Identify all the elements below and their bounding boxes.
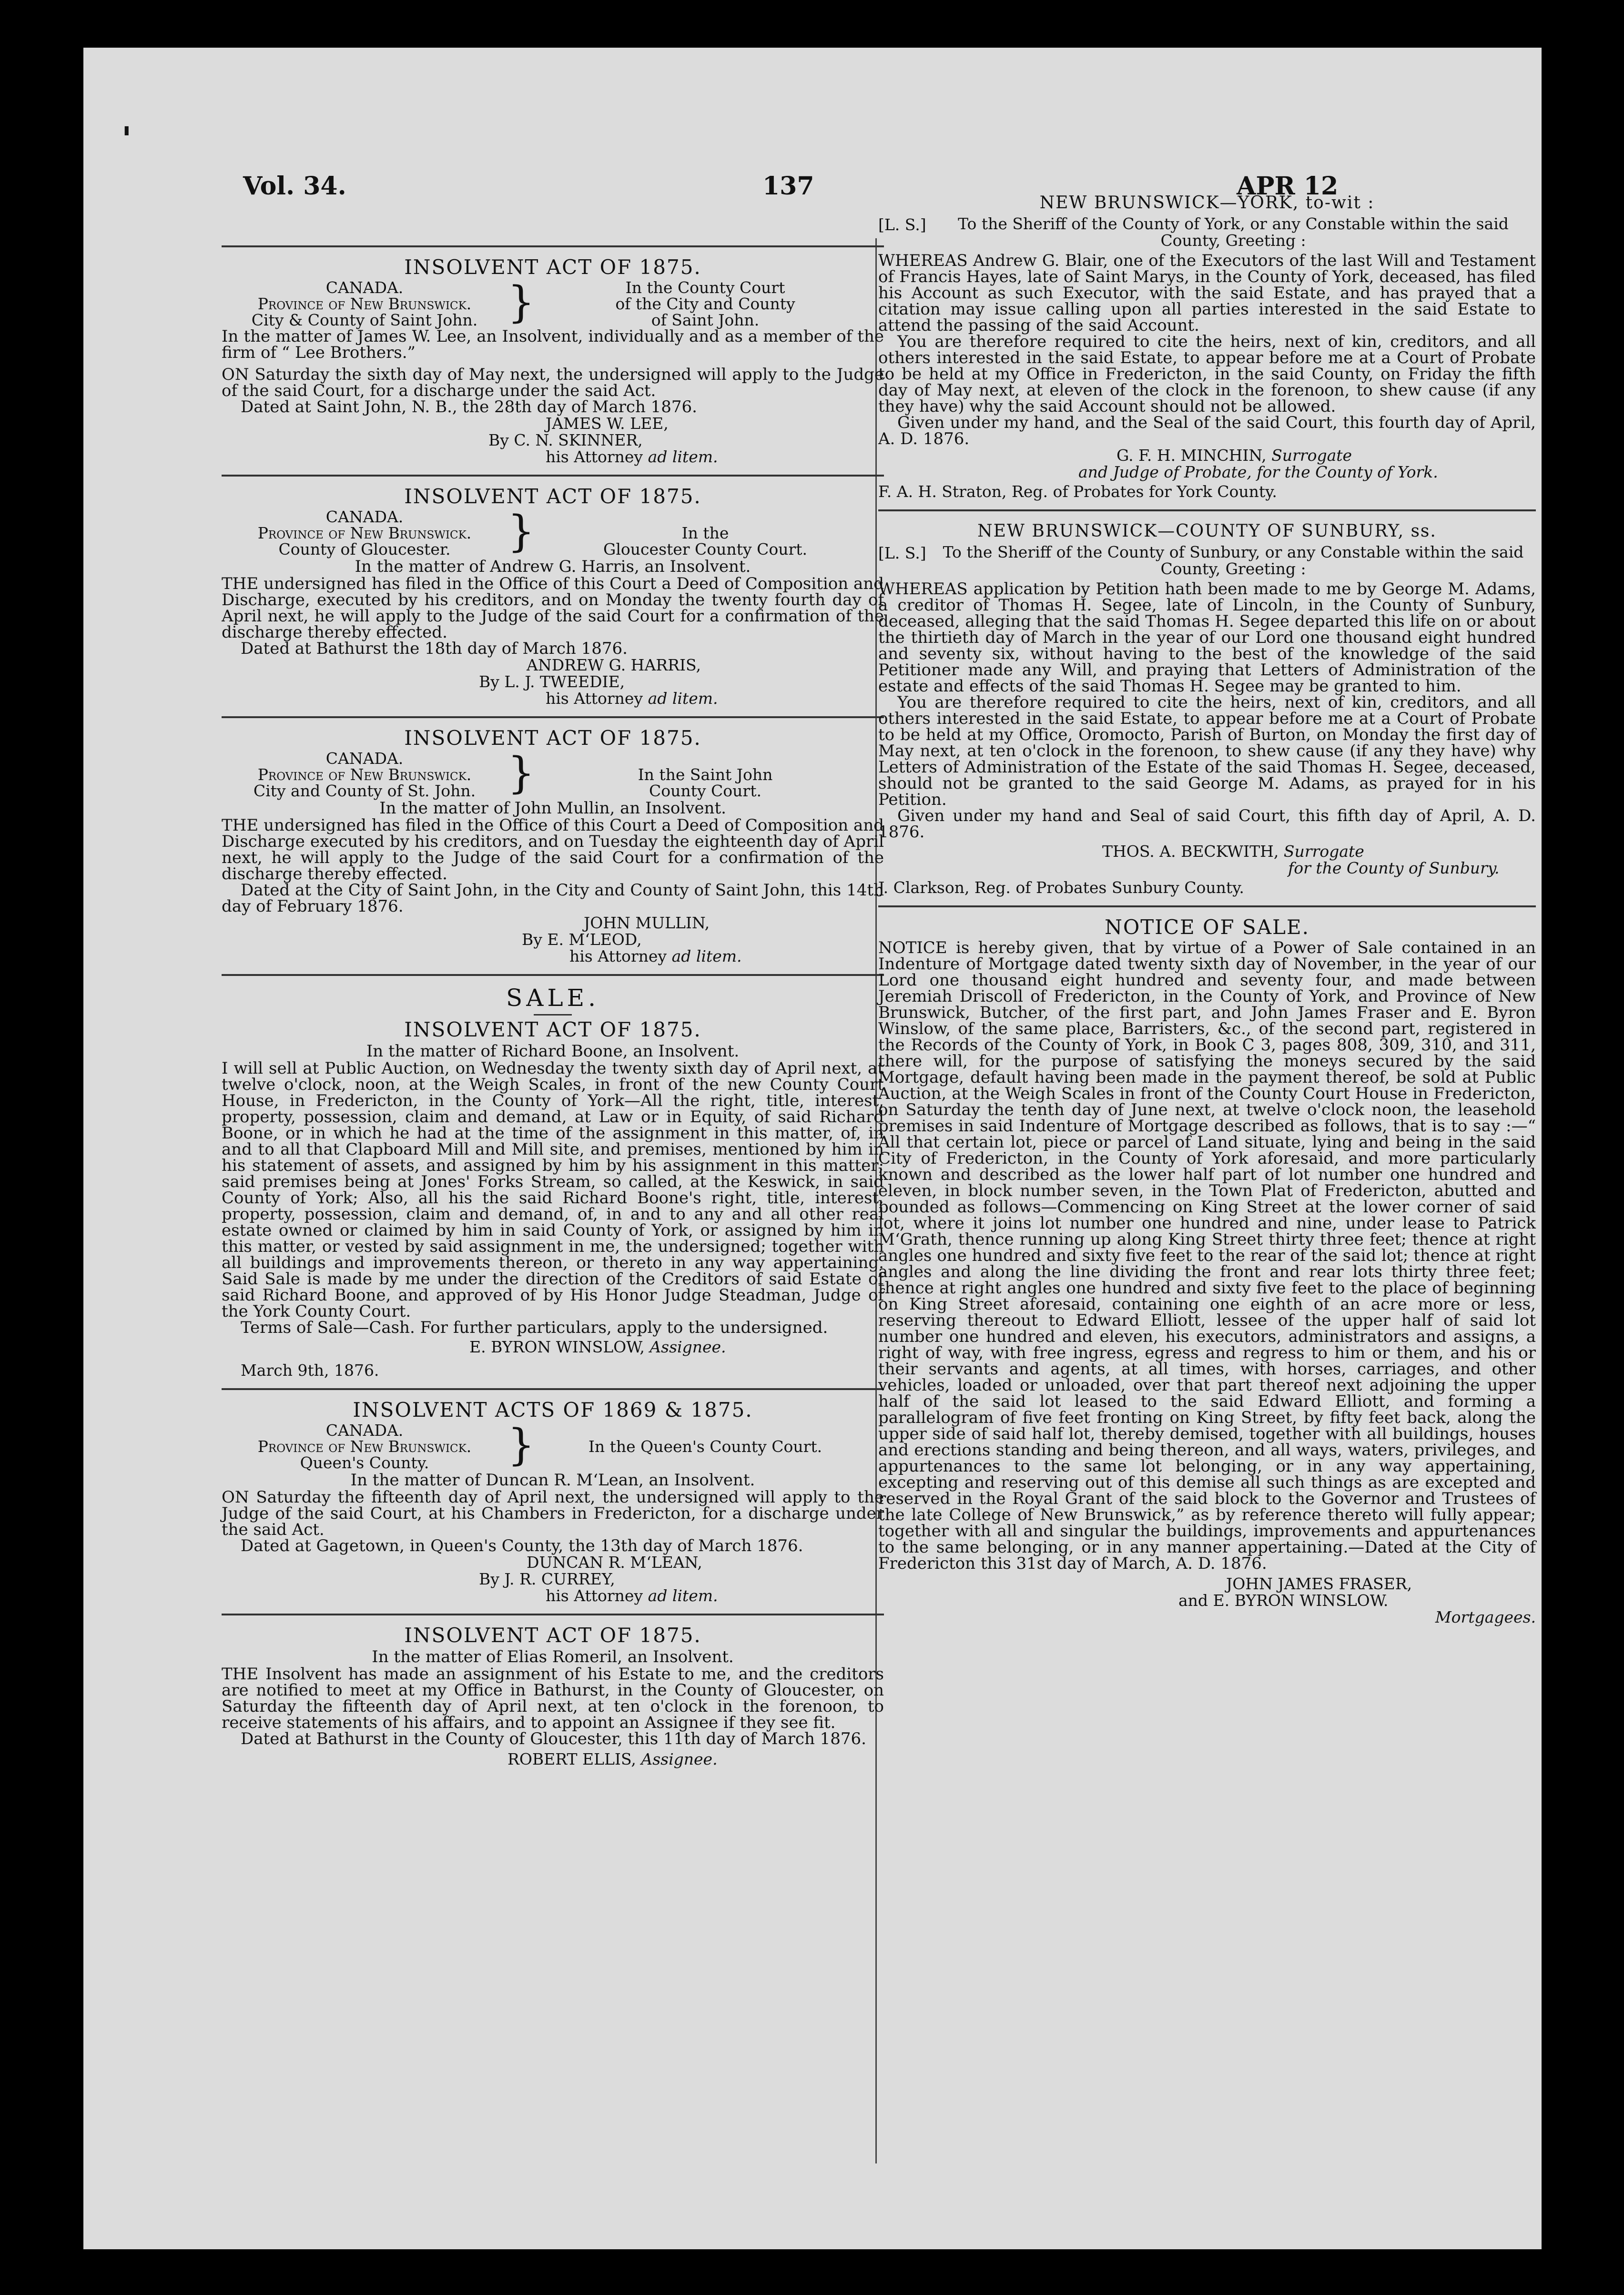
dated-line: Dated at Saint John, N. B., the 28th day of March 1876.: [241, 397, 697, 416]
notice-rule: [222, 1614, 884, 1615]
signature-role: his Attorney: [569, 947, 667, 965]
address-line: To the Sheriff of the County of York, or any Constable within the said County, Greeting :: [958, 214, 1509, 250]
notice-harris: [222, 475, 884, 707]
citation-paragraph: You are therefore required to cite the heirs, next of kin, creditors, and all others interested in the said Estate, to appear before me at a Court of Probate to be held at my Office in Fredericton, in the said County, on Friday the fifth day of May next, at eleven of the clock in the forenoon, to shew cause (if any they have) why the said Account should not be allowed.: [878, 332, 1536, 416]
signature-name-2: and E. BYRON WINSLOW.: [1178, 1591, 1389, 1610]
notice-title: INSOLVENT ACT OF 1875.: [404, 1018, 701, 1041]
signature-attorney: By C. N. SKINNER,: [488, 431, 643, 449]
notice-rule: [222, 245, 884, 247]
signature-name: JAMES W. LEE,: [546, 414, 669, 433]
caption-line: CANADA.: [325, 278, 404, 297]
signature-role: his Attorney: [546, 1586, 643, 1605]
signature-attorney: By J. R. CURREY,: [479, 1570, 615, 1588]
notice-body: THE undersigned has filed in the Office of this Court a Deed of Composition and Discharge, executed by his creditors, and on Monday the twenty fourth day of April next, he will apply to the Judge of the said Court for a confirmation of the discharge thereby effected.: [222, 574, 884, 642]
citation-paragraph: You are therefore required to cite the heirs, next of kin, creditors, and all others interested in the said Estate, to appear before me at a Court of Probate to be held at my Office, Oromocto, Parish of Burton, on Monday the first day of May next, at ten o'clock in the forenoon, to shew cause (if any they have) why Letters of Administration of the Estate of the said Thomas H. Segee, deceased, should not be granted to the said George M. Adams, as prayed for in his Petition.: [878, 693, 1536, 809]
signature-role: his Attorney: [546, 689, 643, 708]
brace-symbol: }: [508, 507, 535, 557]
newspaper-page: [83, 48, 1542, 2249]
caption-line: of Saint John.: [651, 311, 760, 329]
sale-heading: SALE.: [506, 984, 599, 1012]
signature-name: G. F. H. MINCHIN,: [1116, 446, 1267, 465]
matter-line: In the matter of James W. Lee, an Insolvent, individually and as a member of the firm of “ Lee Brothers.”: [222, 327, 884, 362]
notice-title: INSOLVENT ACT OF 1875.: [404, 255, 701, 279]
caption-line: In the County Court: [625, 278, 785, 297]
notice-body: THE undersigned has filed in the Office of this Court a Deed of Composition and Discharge executed by his creditors, and on Tuesday the eighteenth day of April next, he will apply to the Judge of the said Court for a confirmation of the discharge thereby effected.: [222, 816, 884, 883]
volume-number: Vol. 34.: [243, 172, 346, 201]
dated-line: Dated at Bathurst in the County of Gloucester, this 11th day of March 1876.: [241, 1729, 866, 1748]
caption-line: Province of New Brunswick.: [257, 1437, 472, 1456]
signature-name: E. BYRON WINSLOW,: [469, 1338, 645, 1356]
brace-symbol: }: [508, 1420, 535, 1470]
dated-line: Dated at Bathurst the 18th day of March 1876.: [241, 639, 628, 658]
whereas-paragraph: WHEREAS Andrew G. Blair, one of the Executors of the last Will and Testament of Francis Hayes, late of Saint Marys, in the County of York, deceased, has filed his Account as such Executor, with the said Estate, and has prayed that a citation may issue calling upon all parties interested in the said Estate to attend the passing of the said Account.: [878, 251, 1536, 335]
dated-line: Dated at Gagetown, in Queen's County, the 13th day of March 1876.: [241, 1536, 803, 1555]
notice-rule: [222, 1388, 884, 1390]
notice-title: NOTICE OF SALE.: [1105, 915, 1309, 939]
caption-line: Province of New Brunswick.: [257, 294, 472, 313]
notice-body: ON Saturday the fifteenth day of April next, the undersigned will apply to the Judge of the said Court, at his Chambers in Fredericton, for a discharge under the said Act.: [222, 1488, 884, 1539]
signature-name: JOHN MULLIN,: [584, 914, 710, 932]
notice-mortgage-sale: [878, 905, 1536, 1625]
matter-line: In the matter of Richard Boone, an Insolvent.: [366, 1042, 740, 1061]
court-caption: [222, 509, 884, 558]
matter-line: In the matter of Duncan R. M‘Lean, an Insolvent.: [350, 1471, 755, 1490]
caption-line: City and County of St. John.: [253, 782, 476, 800]
caption-line: Province of New Brunswick.: [257, 524, 472, 542]
notice-rule: [222, 716, 884, 718]
caption-line: Queen's County.: [300, 1453, 429, 1472]
signature-role: Surrogate: [1271, 446, 1352, 465]
notice-title: INSOLVENT ACTS OF 1869 & 1875.: [353, 1398, 753, 1422]
margin-mark: ': [122, 119, 132, 159]
notice-romeril: [222, 1614, 884, 1767]
signature-name: THOS. A. BECKWITH,: [1102, 842, 1279, 861]
signature-name: DUNCAN R. M‘LEAN,: [527, 1553, 702, 1572]
caption-line: County Court.: [649, 782, 761, 800]
seal-mark: [L. S.]: [878, 215, 926, 234]
left-column: [222, 241, 884, 1777]
signature-role-latin: ad litem.: [648, 689, 718, 708]
matter-line: In the matter of Elias Romeril, an Insolvent.: [372, 1647, 734, 1666]
caption-line: Province of New Brunswick.: [257, 765, 472, 784]
signature-role: Assignee.: [650, 1338, 726, 1356]
signature-role: Mortgagees.: [1435, 1608, 1536, 1626]
court-caption: [222, 748, 884, 800]
notice-sunbury-probate: [878, 509, 1536, 896]
notice-title: INSOLVENT ACT OF 1875.: [404, 726, 701, 750]
notice-title: INSOLVENT ACT OF 1875.: [404, 1624, 701, 1647]
page-number: 137: [762, 172, 814, 201]
signature-role-latin: ad litem.: [671, 947, 742, 965]
given-line: Given under my hand and Seal of said Court, this fifth day of April, A. D. 1876.: [878, 806, 1536, 842]
notice-body: NOTICE is hereby given, that by virtue of a Power of Sale contained in an Indenture of Mortgage dated twenty sixth day of November, in the year of our Lord one thousand eight hundred and seventy four, and made between Jeremiah Driscoll of Fredericton, in the County of York, and Province of New Brunswick, Butcher, of the first part, and John James Fraser and E. Byron Winslow, of the same place, Barristers, &c., of the second part, registered in the Records of the County of York, in Book C 3, pages 808, 309, 310, and 311, there will, for the purpose of satisfying the moneys secured by the said Mortgage, default having been made in the payment thereof, be sold at Public Auction, at the Weigh Scales in front of the County Court House in Fredericton, on Saturday the tenth day of June next, at twelve o'clock noon, the leasehold premises in said Indenture of Mortgage described as follows, that is to say :—“ All that certain lot, piece or parcel of Land situate, lying and being in the said City of Fredericton, in the County of York aforesaid, and more particularly known and described as the lower half part of lot number one hundred and eleven, in block number seven, in the Town Plat of Fredericton, abutted and bounded as follows—Commencing on King Street at the lower corner of said lot, where it joins lot number one hundred and nine, under lease to Patrick M‘Grath, thence running up along King Street thirty three feet; thence at right angles one hundred and sixty five feet to the rear of the said lot; thence at right angles and along the line dividing the front and rear lots thirty three feet; thence at right angles one hundred and sixty five feet to the place of beginning on King Street aforesaid, containing one eighth of an acre more or less, reserving thereout to Edward Elliott, lessee of the upper half of said lot number one hundred and eleven, his executors, administrators and assigns, a right of way, with free ingress, egress and regress to him or them, and his or their servants and agents, at all times, with horses, carriages, and other vehicles, loaded or unloaded, over that part thereof next adjoining the upper half of the said lot leased to the said Edward Elliott, and forming a parallelogram of five feet fronting on King Street, by fifty feet back, along the upper side of said half lot, thereby demised, together with all buildings, houses and erections standing and being thereon, and all ways, waters, privileges, and appurtenances to the same lot belonging, or in any way appertaining, excepting and reserving out of this demise all such things as are excepted and reserved in the Royal Grant of the said block to the Governor and Trustees of the late College of New Brunswick,” as by reference thereto will fully appear; together with all and singular the buildings, improvements and appurtenances to the same belonging, or in any manner appertaining.—Dated at the City of Fredericton this 31st day of March, A. D. 1876.: [878, 938, 1536, 1573]
notice-body: THE Insolvent has made an assignment of his Estate to me, and the creditors are notified to meet at my Office in Bathurst, in the County of Gloucester, on Saturday the fifteenth day of April next, at ten o'clock in the forenoon, to receive statements of his affairs, and to appoint an Assignee if they see fit.: [222, 1665, 884, 1732]
signature-attorney: By L. J. TWEEDIE,: [479, 672, 625, 691]
seal-mark: [L. S.]: [878, 544, 926, 562]
signature-office: and Judge of Probate, for the County of York.: [1078, 463, 1438, 481]
court-caption: [222, 277, 884, 329]
matter-line: In the matter of John Mullin, an Insolvent.: [379, 799, 726, 818]
registrar-line: F. A. H. Straton, Reg. of Probates for York County.: [878, 482, 1277, 501]
notice-title: NEW BRUNSWICK—YORK, to-wit :: [1039, 193, 1375, 213]
registrar-line: J. Clarkson, Reg. of Probates Sunbury County.: [878, 878, 1244, 897]
whereas-paragraph: WHEREAS application by Petition hath been made to me by George M. Adams, a creditor of Thomas H. Segee, late of Lincoln, in the County of Sunbury, deceased, alleging that the said Thomas H. Segee departed this life on or about the thirtieth day of March in the year of our Lord one thousand eight hundred and seventy six, without having to the best of the knowledge of the said Petitioner made any Will, and praying that Letters of Administration of the estate and effects of the said Thomas H. Segee may be granted to him.: [878, 579, 1536, 696]
short-rule: [534, 1014, 572, 1015]
terms-line: Terms of Sale—Cash. For further particulars, apply to the undersigned.: [241, 1318, 828, 1337]
notice-mclean: [222, 1388, 884, 1604]
caption-line: CANADA.: [325, 749, 404, 768]
notice-york-probate: [878, 191, 1536, 500]
caption-line: CANADA.: [325, 1421, 404, 1440]
signature-office: for the County of Sunbury.: [1288, 859, 1500, 877]
notice-body: I will sell at Public Auction, on Wednesday the twenty sixth day of April next, at twelve o'clock, noon, at the Weigh Scales, in front of the new County Court House, in Fredericton, in the County of York—All the right, title, interest, property, possession, claim and demand, at Law or in Equity, of said Richard Boone, or in which he had at the time of the assignment in this matter, of, in and to all that Clapboard Mill and Mill site, and premises, mentioned by him in his statement of assets, and assigned by him by his assignment in this matter; said premises being at Jones' Forks Stream, so called, at the Keswick, in said County of York; Also, all his the said Richard Boone's right, title, interest, property, possession, claim and demand, of, in and to any and all other real estate owned or claimed by him in said County of York, or assigned by him in this matter, or vested by said assignment in me, the undersigned; together with all buildings and improvements thereon, or thereto in any way appertaining. Said Sale is made by me under the direction of the Creditors of said Estate of said Richard Boone, and approved of by His Honor Judge Steadman, Judge of the York County Court.: [222, 1059, 884, 1321]
caption-line: of the City and County: [615, 294, 795, 313]
brace-symbol: }: [508, 748, 535, 798]
signature-role-latin: ad litem.: [648, 447, 718, 466]
notice-rule: [222, 475, 884, 477]
signature-role: his Attorney: [546, 447, 643, 466]
address-line: To the Sheriff of the County of Sunbury, or any Constable within the said County, Greeting :: [943, 543, 1524, 578]
caption-line: City & County of Saint John.: [251, 311, 478, 329]
matter-line: In the matter of Andrew G. Harris, an Insolvent.: [355, 557, 751, 576]
notice-lee: [222, 245, 884, 465]
given-line: Given under my hand, and the Seal of the said Court, this fourth day of April, A. D. 1876.: [878, 413, 1536, 448]
signature-name: JOHN JAMES FRASER,: [1226, 1574, 1412, 1593]
dated-line: March 9th, 1876.: [241, 1361, 379, 1380]
notice-title: NEW BRUNSWICK—COUNTY OF SUNBURY, ss.: [977, 521, 1437, 541]
notice-title: INSOLVENT ACT OF 1875.: [404, 485, 701, 508]
caption-line: In the Queen's County Court.: [588, 1437, 822, 1456]
caption-line: In the: [681, 524, 729, 542]
signature-attorney: By E. M‘LEOD,: [522, 930, 642, 949]
court-caption: [222, 1422, 884, 1471]
caption-line: In the Saint John: [638, 765, 773, 784]
notice-boone-sale: [222, 974, 884, 1379]
notice-mullin: [222, 716, 884, 965]
notice-rule: [878, 905, 1536, 907]
signature-role: Assignee.: [641, 1750, 718, 1768]
brace-symbol: }: [508, 277, 535, 327]
issue-date: APR 12: [1237, 172, 1339, 201]
notice-rule: [222, 974, 884, 976]
signature-name: ROBERT ELLIS,: [508, 1750, 636, 1768]
notice-body: ON Saturday the sixth day of May next, the undersigned will apply to the Judge of the said Court, for a discharge under the said Act.: [222, 365, 884, 400]
signature-role-latin: ad litem.: [648, 1586, 718, 1605]
caption-line: Gloucester County Court.: [603, 540, 807, 559]
caption-line: County of Gloucester.: [278, 540, 451, 559]
right-column: [878, 191, 1536, 1635]
caption-line: CANADA.: [325, 508, 404, 526]
signature-name: ANDREW G. HARRIS,: [527, 656, 701, 674]
notice-rule: [878, 509, 1536, 511]
dated-line: Dated at the City of Saint John, in the City and County of Saint John, this 14th day of February 1876.: [222, 881, 884, 916]
signature-role: Surrogate: [1283, 842, 1364, 861]
